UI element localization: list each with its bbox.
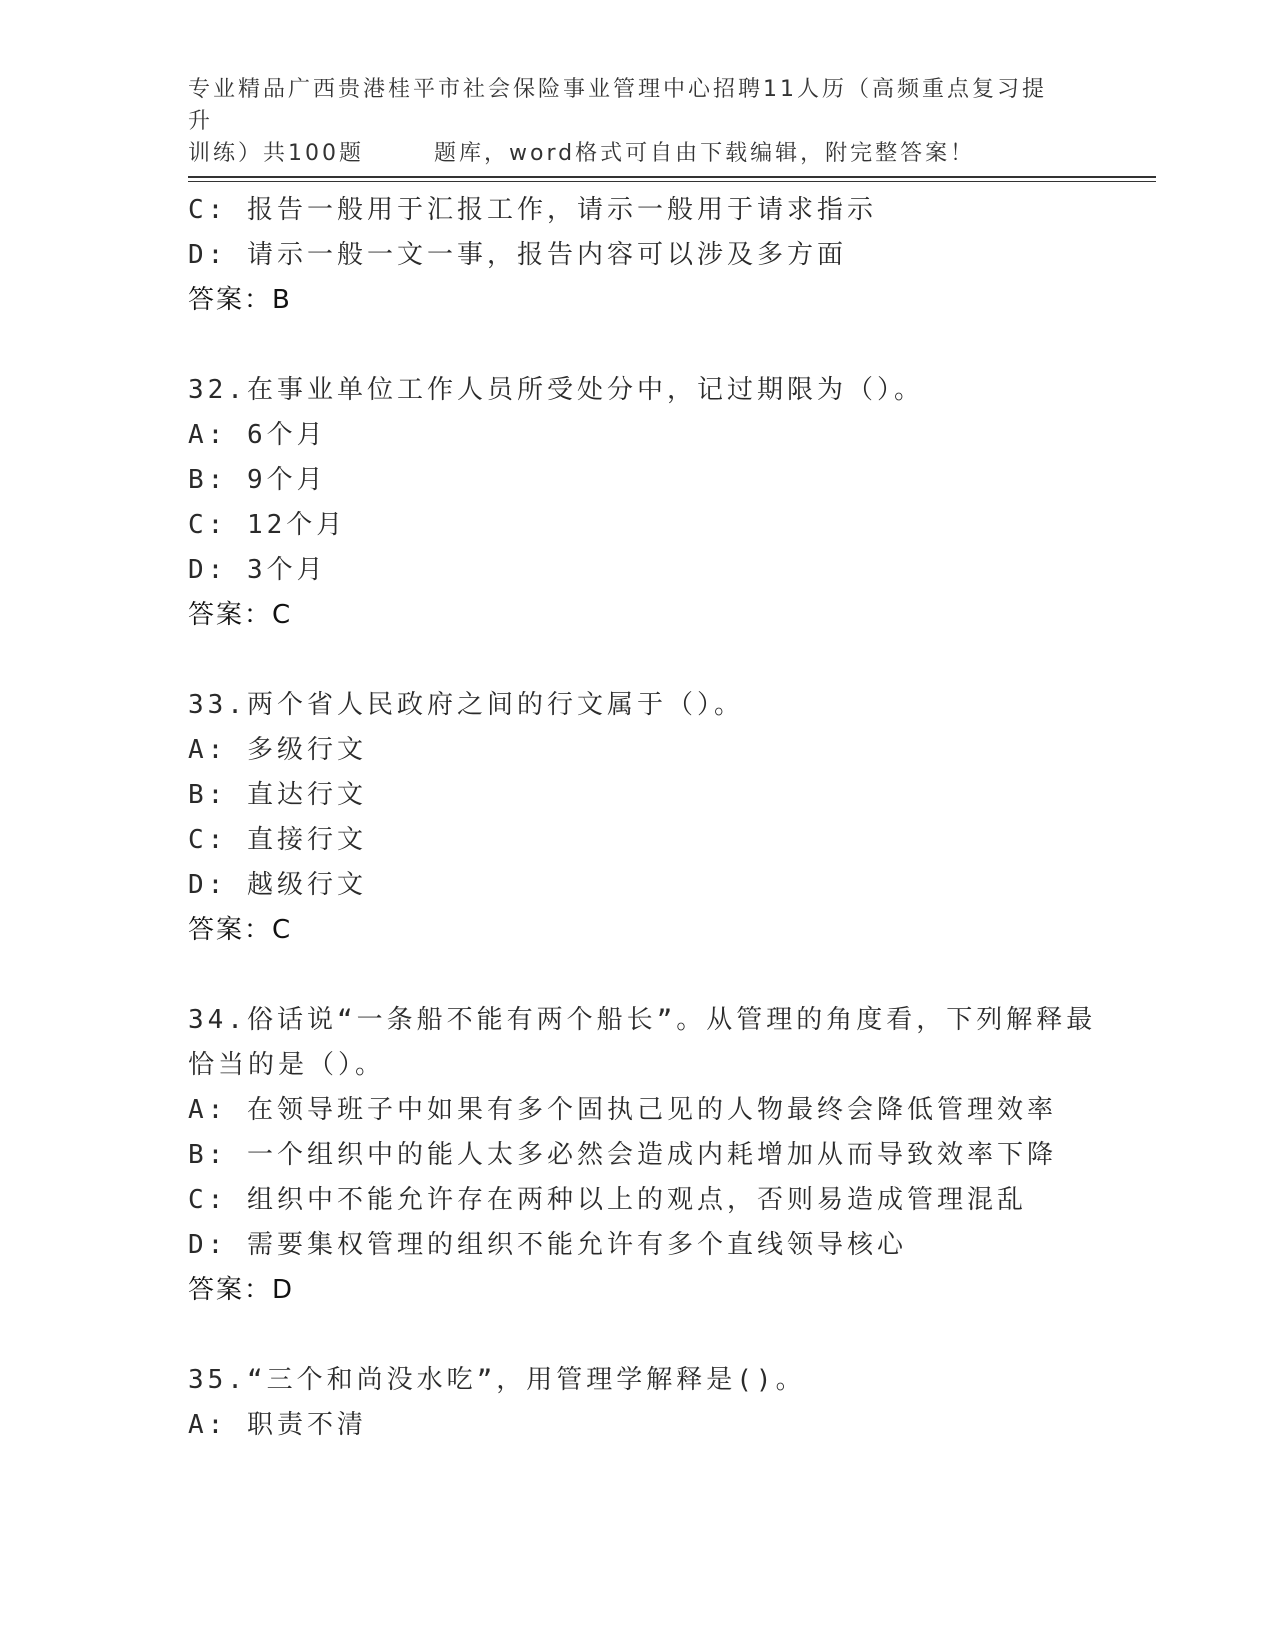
question-34 bbox=[188, 998, 1097, 1313]
question-text-line1: 34.俗话说“一条船不能有两个船长”。从管理的角度看，下列解释最 bbox=[188, 1005, 1097, 1035]
question-list bbox=[188, 188, 1097, 1448]
header-title-line2 bbox=[188, 138, 1068, 170]
answer: 答案：B bbox=[188, 285, 292, 315]
answer: 答案：D bbox=[188, 1275, 295, 1305]
header-title-line1: 专业精品广西贵港桂平市社会保险事业管理中心招聘11人历（高频重点复习提升 bbox=[188, 77, 1047, 134]
answer: 答案：C bbox=[188, 600, 293, 630]
option-c: C: 组织中不能允许存在两种以上的观点，否则易造成管理混乱 bbox=[188, 1185, 1027, 1215]
header-divider-thick bbox=[188, 176, 1156, 178]
option-d: D: 越级行文 bbox=[188, 870, 367, 900]
question-text: 32.在事业单位工作人员所受处分中，记过期限为（）。 bbox=[188, 375, 924, 405]
header-title-line2a: 训练）共100题 bbox=[188, 141, 364, 166]
option-c: C: 直接行文 bbox=[188, 825, 367, 855]
header-divider-thin bbox=[188, 181, 1156, 182]
option-a: A: 在领导班子中如果有多个固执己见的人物最终会降低管理效率 bbox=[188, 1095, 1057, 1125]
question-33 bbox=[188, 683, 1088, 953]
option-d: D: 3个月 bbox=[188, 555, 327, 585]
option-b: B: 9个月 bbox=[188, 465, 327, 495]
header-title-line2b: 题库，word格式可自由下载编辑，附完整答案！ bbox=[434, 141, 976, 166]
option-b: B: 一个组织中的能人太多必然会造成内耗增加从而导致效率下降 bbox=[188, 1140, 1057, 1170]
option-a: A: 6个月 bbox=[188, 420, 327, 450]
option-b: B: 直达行文 bbox=[188, 780, 367, 810]
option-c: C: 报告一般用于汇报工作，请示一般用于请求指示 bbox=[188, 195, 877, 225]
option-a: A: 多级行文 bbox=[188, 735, 367, 765]
question-31-continued bbox=[188, 188, 1088, 323]
option-d: D: 请示一般一文一事，报告内容可以涉及多方面 bbox=[188, 240, 847, 270]
option-a: A: 职责不清 bbox=[188, 1410, 367, 1440]
option-d: D: 需要集权管理的组织不能允许有多个直线领导核心 bbox=[188, 1230, 907, 1260]
question-text: 35.“三个和尚没水吃”，用管理学解释是()。 bbox=[188, 1365, 806, 1395]
answer: 答案：C bbox=[188, 915, 293, 945]
question-35 bbox=[188, 1358, 1088, 1448]
question-32 bbox=[188, 368, 1088, 638]
document-header bbox=[188, 74, 1068, 170]
question-text-line2: 恰当的是（）。 bbox=[188, 1050, 386, 1080]
option-c: C: 12个月 bbox=[188, 510, 347, 540]
question-text: 33.两个省人民政府之间的行文属于（）。 bbox=[188, 690, 744, 720]
